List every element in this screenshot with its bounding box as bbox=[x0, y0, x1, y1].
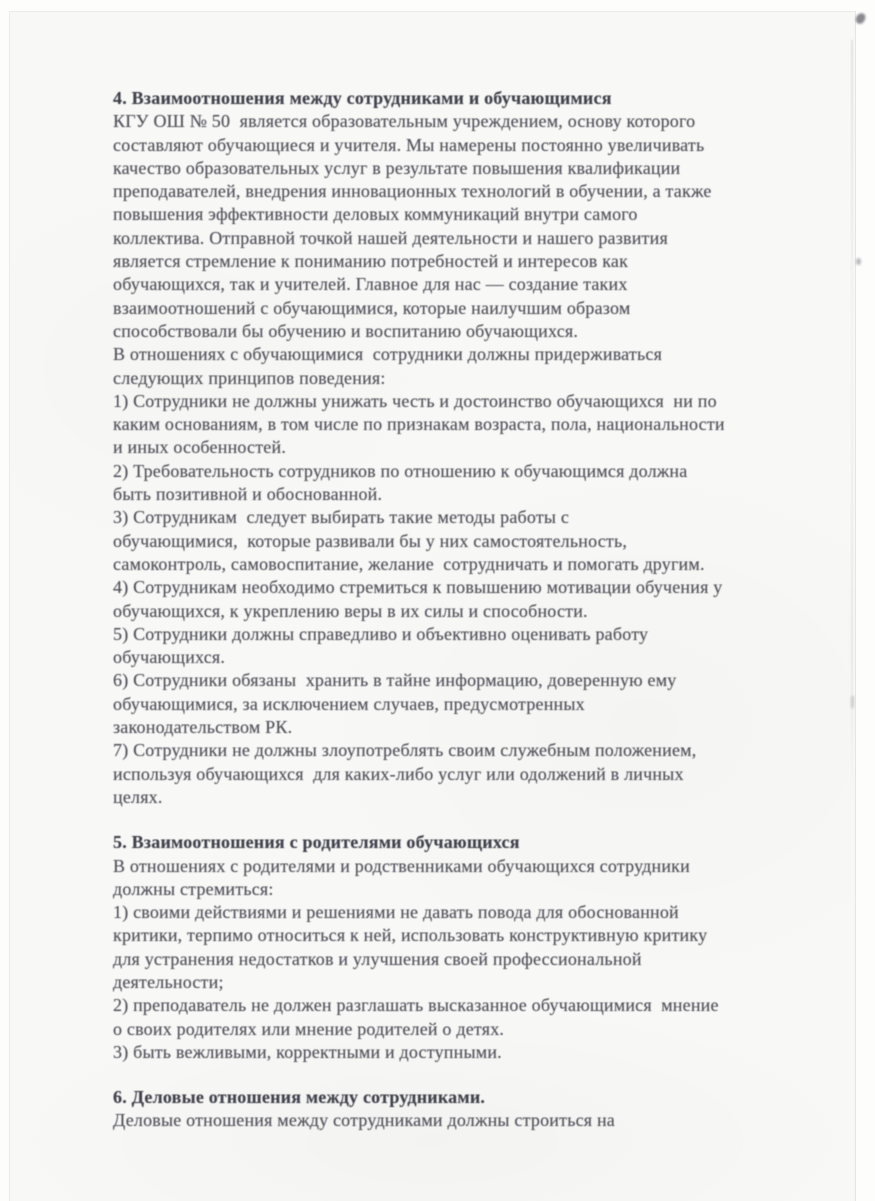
text-line: 3) Сотрудникам следует выбирать такие методы работы с bbox=[113, 507, 570, 528]
text-line: должны стремиться: bbox=[113, 878, 274, 899]
text-line: 3) быть вежливыми, корректными и доступными. bbox=[113, 1041, 502, 1062]
text-line: коллектива. Отправной точкой нашей деятельности и нашего развития bbox=[113, 227, 668, 248]
text-line: 6) Сотрудники обязаны хранить в тайне информацию, доверенную ему bbox=[113, 670, 677, 691]
text-line: качество образовательных услуг в результате повышения квалификации bbox=[113, 157, 681, 178]
text-line: обучающихся, так и учителей. Главное для нас — создание таких bbox=[113, 274, 628, 295]
section-heading: 5. Взаимоотношения с родителями обучающихся bbox=[113, 832, 520, 853]
text-line: 1) Сотрудники не должны унижать честь и достоинство обучающихся ни по bbox=[113, 390, 717, 411]
text-line: для устранения недостатков и улучшения своей профессиональной bbox=[113, 948, 642, 969]
scan-tick-artifact bbox=[851, 696, 854, 708]
text-line: 4) Сотрудникам необходимо стремиться к повышению мотивации обучения у bbox=[113, 577, 723, 598]
text-line: преподавателей, внедрения инновационных технологий в обучении, а также bbox=[113, 181, 712, 202]
section-heading: 6. Деловые отношения между сотрудниками. bbox=[113, 1087, 486, 1108]
scan-edge-streak bbox=[851, 40, 853, 800]
text-line: 1) своими действиями и решениями не давать повода для обоснованной bbox=[113, 902, 679, 923]
text-line: деятельности; bbox=[113, 971, 224, 992]
scanned-page bbox=[9, 11, 856, 1201]
text-line: критики, терпимо относиться к ней, использовать конструктивную критику bbox=[113, 925, 708, 946]
text-line: обучающихся. bbox=[113, 647, 226, 668]
text-line: обучающихся, к укреплению веры в их силы и способности. bbox=[113, 600, 588, 621]
scan-dot-artifact bbox=[856, 258, 861, 265]
text-line: В отношениях с родителями и родственниками обучающихся сотрудники bbox=[113, 855, 690, 876]
ink-smudge-mark bbox=[855, 12, 867, 25]
text-line: целях. bbox=[113, 786, 163, 807]
text-line: В отношениях с обучающимися сотрудники должны придерживаться bbox=[113, 344, 663, 365]
document-section-5 bbox=[113, 831, 813, 1064]
text-line: следующих принципов поведения: bbox=[113, 367, 386, 388]
text-line: 2) преподаватель не должен разглашать высказанное обучающимися мнение bbox=[113, 995, 719, 1016]
text-line: законодательством РК. bbox=[113, 717, 293, 738]
text-line: взаимоотношений с обучающимися, которые наилучшим образом bbox=[113, 297, 631, 318]
text-line: 2) Требовательность сотрудников по отношению к обучающимся должна bbox=[113, 460, 688, 481]
document-text bbox=[113, 87, 813, 1155]
text-line: и иных особенностей. bbox=[113, 437, 287, 458]
text-line: повышения эффективности деловых коммуникаций внутри самого bbox=[113, 204, 638, 225]
text-line: является стремление к пониманию потребностей и интересов как bbox=[113, 251, 629, 272]
document-section-6 bbox=[113, 1086, 813, 1133]
section-heading: 4. Взаимоотношения между сотрудниками и обучающимися bbox=[113, 88, 612, 108]
text-line: самоконтроль, самовоспитание, желание сотрудничать и помогать другим. bbox=[113, 553, 705, 574]
text-line: используя обучающихся для каких-либо услуг или одолжений в личных bbox=[113, 763, 684, 784]
text-line: каким основаниям, в том числе по признакам возраста, пола, национальности bbox=[113, 414, 725, 435]
text-line: 7) Сотрудники не должны злоупотреблять своим служебным положением, bbox=[113, 740, 697, 761]
text-line: составляют обучающиеся и учителя. Мы намерены постоянно увеличивать bbox=[113, 134, 705, 155]
text-line: способствовали бы обучению и воспитанию обучающихся. bbox=[113, 320, 579, 341]
text-line: 5) Сотрудники должны справедливо и объективно оценивать работу bbox=[113, 623, 649, 644]
text-line: КГУ ОШ № 50 является образовательным учреждением, основу которого bbox=[113, 111, 696, 132]
text-line: обучающимися, за исключением случаев, предусмотренных bbox=[113, 693, 585, 714]
text-line: Деловые отношения между сотрудниками должны строиться на bbox=[113, 1110, 615, 1131]
text-line: обучающимися, которые развивали бы у них самостоятельность, bbox=[113, 530, 628, 551]
text-line: о своих родителях или мнение родителей о детях. bbox=[113, 1018, 505, 1039]
document-section-4 bbox=[113, 87, 813, 809]
text-line: быть позитивной и обоснованной. bbox=[113, 484, 383, 505]
